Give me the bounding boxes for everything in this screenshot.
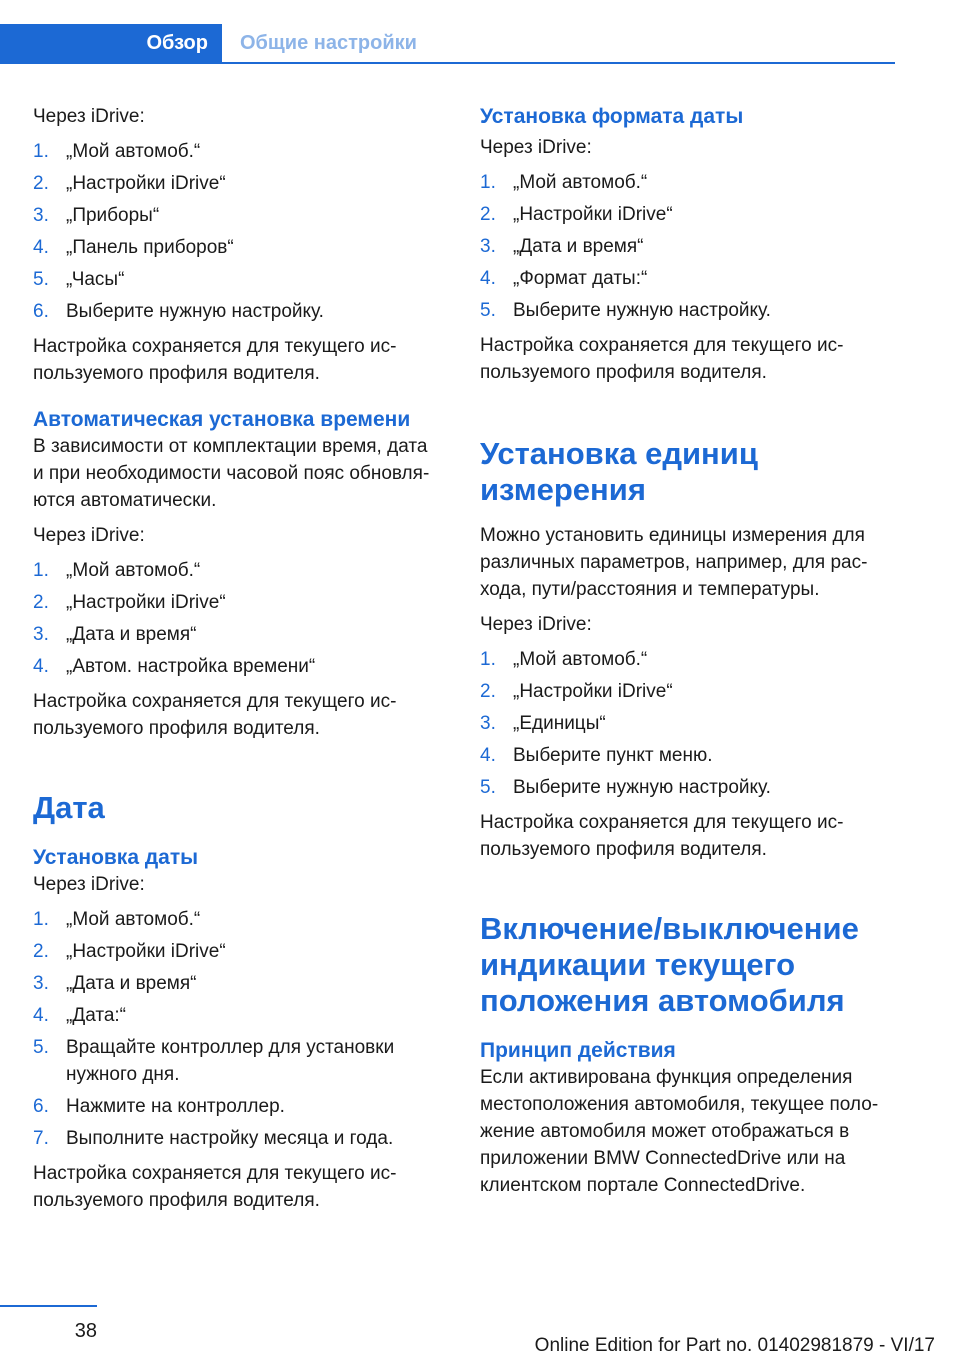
list-item xyxy=(480,265,890,292)
date-format-section xyxy=(480,103,890,386)
step-text: „Мой автомоб.“ xyxy=(66,560,201,581)
list-item xyxy=(33,621,443,648)
date-section xyxy=(33,790,443,826)
step-text: „Мой автомоб.“ xyxy=(513,649,648,670)
list-item xyxy=(33,653,443,680)
auto-time-section xyxy=(33,406,443,742)
auto-time-title: Автоматическая установка времени xyxy=(33,408,411,431)
page-number: 38 xyxy=(74,1320,97,1342)
step-text: Вращайте контроллер для установки нужного дня. xyxy=(66,1037,395,1085)
step-text: „Дата и время“ xyxy=(66,973,197,994)
list-item xyxy=(33,1034,443,1088)
set-date-steps xyxy=(33,906,443,1152)
step-number: 3. xyxy=(33,973,49,994)
units-title: Установка единиц измерения xyxy=(480,436,758,507)
position-subtitle: Принцип действия xyxy=(480,1039,676,1062)
step-text: Выберите пункт меню. xyxy=(513,745,713,766)
date-format-note: Настройка сохраняется для текущего используемого профиля водителя. xyxy=(480,335,844,383)
position-body: Если активирована функция определения местоположения автомобиля, текущее положение автомобиля может отображаться в приложении BMW ConnectedDrive или на клиентском портале ConnectedDrive. xyxy=(480,1067,879,1196)
left-column xyxy=(33,103,443,1214)
step-number: 5. xyxy=(33,269,49,290)
step-text: „Формат даты:“ xyxy=(513,268,648,289)
clock-intro: Через iDrive: xyxy=(33,106,145,127)
list-item xyxy=(480,678,890,705)
step-text: Выберите нужную настройку. xyxy=(513,300,771,321)
units-section xyxy=(480,436,890,863)
units-note: Настройка сохраняется для текущего используемого профиля водителя. xyxy=(480,812,844,860)
step-text: „Автом. настройка времени“ xyxy=(66,656,316,677)
step-number: 5. xyxy=(480,300,496,321)
list-item xyxy=(33,1125,443,1152)
auto-time-steps xyxy=(33,557,443,680)
step-text: Нажмите на контроллер. xyxy=(66,1096,285,1117)
list-item xyxy=(480,233,890,260)
set-date-section xyxy=(33,844,443,1214)
set-date-title: Установка даты xyxy=(33,846,199,869)
step-number: 1. xyxy=(480,172,496,193)
step-number: 2. xyxy=(33,592,49,613)
list-item xyxy=(480,742,890,769)
step-number: 1. xyxy=(33,560,49,581)
list-item xyxy=(33,298,443,325)
step-number: 2. xyxy=(480,204,496,225)
step-number: 3. xyxy=(480,236,496,257)
units-steps xyxy=(480,646,890,801)
list-item xyxy=(33,1093,443,1120)
step-number: 4. xyxy=(33,1005,49,1026)
step-number: 7. xyxy=(33,1128,49,1149)
step-number: 1. xyxy=(33,909,49,930)
step-text: „Часы“ xyxy=(66,269,125,290)
date-section-title: Дата xyxy=(33,790,105,825)
step-text: Выберите нужную настройку. xyxy=(513,777,771,798)
step-number: 3. xyxy=(33,205,49,226)
auto-time-intro: Через iDrive: xyxy=(33,525,145,546)
step-number: 1. xyxy=(33,141,49,162)
step-number: 2. xyxy=(33,941,49,962)
date-format-steps xyxy=(480,169,890,324)
list-item xyxy=(480,297,890,324)
position-section xyxy=(480,911,890,1199)
step-text: „Мой автомоб.“ xyxy=(66,909,201,930)
date-format-title: Установка формата даты xyxy=(480,105,744,128)
list-item xyxy=(33,170,443,197)
list-item xyxy=(33,138,443,165)
step-number: 4. xyxy=(480,268,496,289)
position-title: Включение/выключение индикации текущего положения автомобиля xyxy=(480,911,859,1018)
step-number: 5. xyxy=(480,777,496,798)
step-number: 3. xyxy=(480,713,496,734)
list-item xyxy=(480,201,890,228)
list-item xyxy=(33,906,443,933)
step-text: „Настройки iDrive“ xyxy=(513,681,673,702)
list-item xyxy=(33,266,443,293)
step-number: 4. xyxy=(33,237,49,258)
step-number: 4. xyxy=(33,656,49,677)
step-text: „Мой автомоб.“ xyxy=(66,141,201,162)
step-text: „Настройки iDrive“ xyxy=(66,592,226,613)
auto-time-note: Настройка сохраняется для текущего используемого профиля водителя. xyxy=(33,691,397,739)
step-text: „Настройки iDrive“ xyxy=(66,941,226,962)
step-number: 4. xyxy=(480,745,496,766)
list-item xyxy=(33,938,443,965)
step-text: „Дата и время“ xyxy=(513,236,644,257)
page-number-rule xyxy=(0,1305,97,1307)
step-number: 2. xyxy=(480,681,496,702)
step-number: 6. xyxy=(33,1096,49,1117)
set-date-note: Настройка сохраняется для текущего используемого профиля водителя. xyxy=(33,1163,397,1211)
list-item xyxy=(480,646,890,673)
right-column xyxy=(480,103,890,1199)
list-item xyxy=(33,557,443,584)
step-text: „Единицы“ xyxy=(513,713,606,734)
step-text: „Панель приборов“ xyxy=(66,237,234,258)
step-text: Выберите нужную настройку. xyxy=(66,301,324,322)
step-number: 5. xyxy=(33,1037,49,1058)
clock-steps xyxy=(33,138,443,325)
tab-general-settings[interactable]: Общие настройки xyxy=(240,32,417,54)
clock-note: Настройка сохраняется для текущего используемого профиля водителя. xyxy=(33,336,397,384)
list-item xyxy=(33,970,443,997)
step-text: „Дата:“ xyxy=(66,1005,127,1026)
tab-overview[interactable]: Обзор xyxy=(0,24,222,62)
units-intro: Через iDrive: xyxy=(480,614,592,635)
units-body: Можно установить единицы измерения для различных параметров, например, для расхода, пути/расстояния и температуры. xyxy=(480,525,868,600)
list-item xyxy=(33,234,443,261)
list-item xyxy=(33,202,443,229)
list-item xyxy=(480,774,890,801)
set-date-intro: Через iDrive: xyxy=(33,874,145,895)
step-number: 1. xyxy=(480,649,496,670)
step-text: Выполните настройку месяца и года. xyxy=(66,1128,394,1149)
step-number: 6. xyxy=(33,301,49,322)
list-item xyxy=(33,1002,443,1029)
step-text: „Мой автомоб.“ xyxy=(513,172,648,193)
step-text: „Приборы“ xyxy=(66,205,160,226)
list-item xyxy=(480,169,890,196)
auto-time-body: В зависимости от комплектации время, дата и при необходимости часовой пояс обновляются автоматически. xyxy=(33,436,430,511)
clock-section xyxy=(33,103,443,387)
step-text: „Настройки iDrive“ xyxy=(513,204,673,225)
date-format-intro: Через iDrive: xyxy=(480,137,592,158)
step-text: „Настройки iDrive“ xyxy=(66,173,226,194)
step-number: 2. xyxy=(33,173,49,194)
page-header xyxy=(0,24,895,64)
step-text: „Дата и время“ xyxy=(66,624,197,645)
list-item xyxy=(480,710,890,737)
step-number: 3. xyxy=(33,624,49,645)
list-item xyxy=(33,589,443,616)
footer-edition: Online Edition for Part no. 01402981879 - VI/17 xyxy=(534,1335,935,1356)
